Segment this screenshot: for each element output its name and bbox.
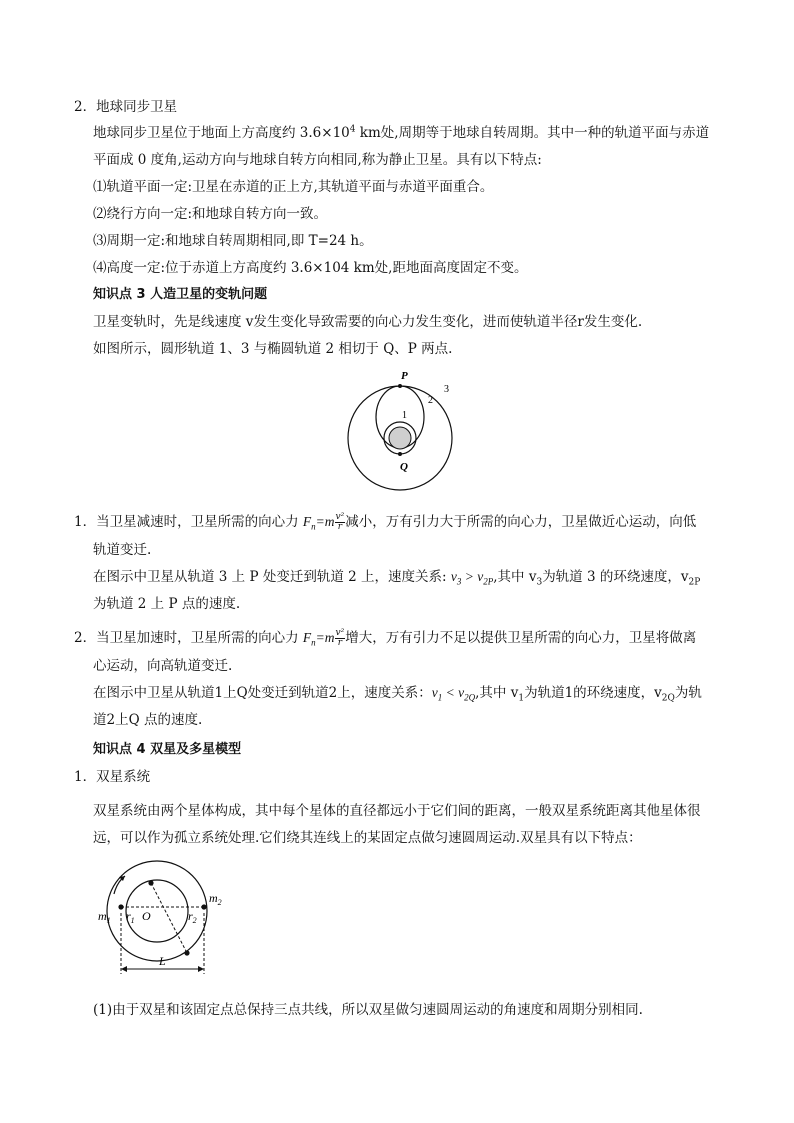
math-var: v [458,685,465,700]
label-m2: $m_2$ [209,891,222,907]
denominator: r [337,638,342,648]
numerator: v² [335,512,345,522]
paragraph-line: 道2上Q 点的速度. [93,712,203,728]
paragraph-line: 卫星变轨时，先是线速度 v发生变化导致需要的向心力发生变化，进而使轨道半径r发生变化. [93,314,643,330]
math-op: < [442,685,459,700]
star-m1 [118,904,123,909]
binary-heading [74,767,150,787]
item-1-line [74,512,696,532]
paragraph-line [93,567,700,587]
kp4-heading: 知识点 4 双星及多星模型 [93,742,242,757]
subscript: 2Q [464,692,476,703]
feature-2: ⑵绕行方向一定:和地球自转方向一致。 [93,206,328,222]
paragraph-line [93,683,702,703]
superscript: 4 [349,124,356,135]
point-q [398,452,402,456]
item-2-line [74,628,696,648]
subscript: 2P [688,577,701,588]
orbit-transfer-diagram [345,366,455,508]
paragraph-line: 如图所示，圆形轨道 1、3 与椭圆轨道 2 相切于 Q、P 两点. [93,341,453,357]
subscript: 1 [518,693,525,704]
subscript: n [311,521,316,532]
paragraph-line: 心运动，向高轨道变迁. [93,658,233,674]
kp3-heading: 知识点 3 人造卫星的变轨问题 [93,287,268,302]
arrow-head-icon [121,966,127,972]
subscript: 2Q [661,693,675,704]
text: 为轨道 3 的环绕速度，v [542,569,689,585]
text: 地球同步卫星位于地面上方高度约 3.6×10 [93,125,350,141]
math-var: F [302,514,312,529]
text: 减小，万有引力大于所需的向心力，卫星做近心运动，向低 [345,514,697,530]
label-r1: $r_1$ [126,909,135,925]
math-op: > [461,569,478,584]
text: 当卫星减速时，卫星所需的向心力 [96,514,303,530]
paragraph-line: 远，可以作为孤立系统处理.它们绕其连线上的某固定点做匀速圆周运动.双星具有以下特点： [93,830,642,846]
paragraph-line: 轨道变迁. [93,542,152,558]
text: km处,周期等于地球自转周期。其中一种的轨道平面与赤道 [355,125,710,141]
text: 当卫星加速时，卫星所需的向心力 [96,630,303,646]
subscript: 3 [456,576,462,587]
math-var: v [431,685,438,700]
orbit-m2 [126,880,188,942]
math-var: v [450,569,457,584]
label-m1: $m_1$ [98,909,111,925]
point-p [398,384,402,388]
label-q: Q [400,461,408,473]
label-orbit-1: 1 [402,410,407,421]
arrow-head-icon [198,966,204,972]
fraction [335,629,346,648]
section-title: 地球同步卫星 [96,99,178,115]
label-o: O [142,909,151,923]
numerator: v² [335,628,345,638]
paragraph-line: 为轨道 2 上 P 点的速度. [93,596,241,612]
text: 为轨 [674,685,702,701]
label-l: L [159,954,166,968]
earth [389,427,411,449]
list-number: 2． [74,99,97,115]
label-p: P [401,370,408,382]
list-number: 1． [74,769,97,785]
label-orbit-3: 3 [444,384,449,395]
denominator: r [337,522,342,532]
feature-3: ⑶周期一定:和地球自转周期相同,即 T=24 h。 [93,233,373,249]
star-point [184,950,189,955]
binary-star-diagram [92,858,232,982]
subscript: 1 [437,692,443,703]
subscript: 3 [536,577,543,588]
list-number: 2． [74,630,97,646]
math-var: v [477,569,484,584]
fraction [335,513,346,532]
star-m2 [201,904,206,909]
feature-1: ⑴轨道平面一定:卫星在赤道的正上方,其轨道平面与赤道平面重合。 [93,179,494,195]
text: 在图示中卫星从轨道 3 上 P 处变迁到轨道 2 上，速度关系: [93,569,451,585]
list-number: 1． [74,514,97,530]
section-2-heading [74,97,177,117]
paragraph-line [93,123,709,143]
subscript: n [311,637,316,648]
subscript: 2P [483,576,494,587]
star-point [148,880,153,885]
section-title: 双星系统 [96,769,151,785]
label-r2: $r_2$ [188,909,197,925]
text: ,其中 v [475,685,519,701]
paragraph-line: 双星系统由两个星体构成，其中每个星体的直径都远小于它们间的距离，一般双星系统距离其他星体很 [93,803,701,819]
text: ,其中 v [493,569,537,585]
feature-4: ⑷高度一定:位于赤道上方高度约 3.6×104 km处,距地面高度固定不变。 [93,260,528,276]
text: 为轨道1的环绕速度，v [524,685,662,701]
text: 在图示中卫星从轨道1上Q处变迁到轨道2上，速度关系： [93,685,432,701]
math-var: F [302,630,312,645]
math-eq: =m [315,630,335,645]
paragraph-line: (1)由于双星和该固定点总保持三点共线，所以双星做匀速圆周运动的角速度和周期分别相同. [93,1002,643,1018]
label-orbit-2: 2 [428,395,433,406]
math-eq: =m [315,514,335,529]
paragraph-line: 平面成 0 度角,运动方向与地球自转方向相同,称为静止卫星。具有以下特点: [93,152,542,168]
text: 增大，万有引力不足以提供卫星所需的向心力，卫星将做离 [345,630,697,646]
